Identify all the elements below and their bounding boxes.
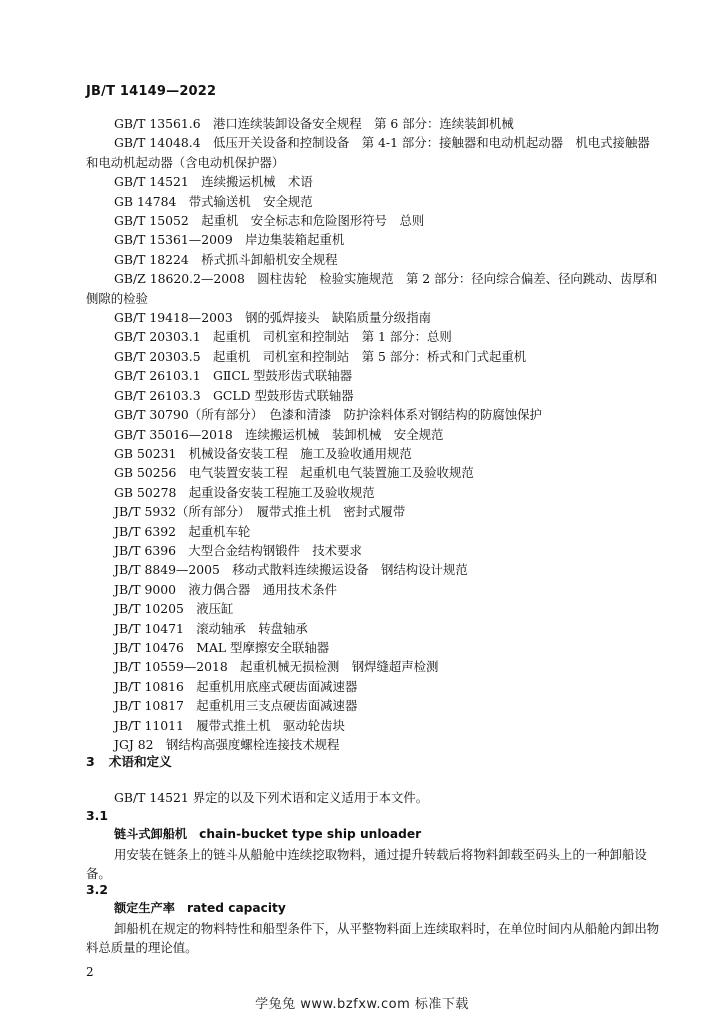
reference-item: GB/T 19418—2003 钢的弧焊接头 缺陷质量分级指南 bbox=[114, 310, 431, 326]
term-name-zh: 链斗式卸船机 bbox=[114, 827, 188, 842]
reference-item: JB/T 10816 起重机用底座式硬齿面减速器 bbox=[114, 678, 358, 694]
reference-item: GB/T 14048.4 低压开关设备和控制设备 第 4-1 部分：接触器和电动机起动器 机电式接触器和电动机起动器（含电动机保护器） bbox=[86, 135, 650, 170]
reference-item: JB/T 6392 起重机车轮 bbox=[114, 523, 251, 539]
reference-item: GB/T 15052 起重机 安全标志和危险图形符号 总则 bbox=[114, 213, 425, 229]
reference-item: JGJ 82 钢结构高强度螺栓连接技术规程 bbox=[114, 737, 340, 752]
reference-item: GB/T 30790（所有部分） 色漆和清漆 防护涂料体系对钢结构的防腐蚀保护 bbox=[114, 407, 542, 423]
reference-item: GB/Z 18620.2—2008 圆柱齿轮 检验实施规范 第 2 部分：径向综合偏差、径向跳动、齿厚和侧隙的检验 bbox=[86, 271, 658, 306]
term-number: 3.2 bbox=[86, 882, 108, 897]
document-code-header: JB/T 14149—2022 bbox=[86, 84, 217, 99]
reference-item: JB/T 6396 大型合金结构钢锻件 技术要求 bbox=[114, 542, 362, 558]
reference-item: JB/T 10476 MAL 型摩擦安全联轴器 bbox=[114, 639, 330, 655]
term-definition: 卸船机在规定的物料特性和船型条件下，从平整物料面上连续取料时，在单位时间内从船舱内卸出物料总质量的理论值。 bbox=[86, 920, 660, 956]
page-number: 2 bbox=[86, 965, 94, 979]
reference-item: GB/T 20303.1 起重机 司机室和控制站 第 1 部分：总则 bbox=[114, 329, 452, 345]
reference-item: GB/T 26103.1 GⅡCL 型鼓形齿式联轴器 bbox=[114, 368, 353, 384]
section-number: 3 bbox=[86, 754, 95, 769]
term-number: 3.1 bbox=[86, 808, 108, 823]
term-name bbox=[86, 899, 660, 918]
section-heading bbox=[86, 751, 172, 770]
reference-item: JB/T 10559—2018 起重机械无损检测 钢焊缝超声检测 bbox=[114, 659, 439, 675]
watermark-footer: 学兔兔 www.bzfxw.com 标准下载 bbox=[255, 997, 469, 1012]
term-name-en: rated capacity bbox=[186, 901, 286, 916]
reference-item: GB/T 20303.5 起重机 司机室和控制站 第 5 部分：桥式和门式起重机 bbox=[114, 348, 527, 364]
reference-item: JB/T 9000 液力偶合器 通用技术条件 bbox=[114, 581, 338, 597]
term-name-en: chain-bucket type ship unloader bbox=[199, 827, 422, 842]
reference-item: GB/T 18224 桥式抓斗卸船机安全规程 bbox=[114, 251, 338, 267]
term-definition: 用安装在链条上的链斗从船舱中连续挖取物料，通过提升转载后将物料卸载至码头上的一种卸船设备。 bbox=[86, 846, 647, 882]
reference-item: GB 14784 带式输送机 安全规范 bbox=[114, 193, 313, 209]
reference-item: GB/T 13561.6 港口连续装卸设备安全规程 第 6 部分：连续装卸机械 bbox=[114, 116, 514, 131]
term-name-zh: 额定生产率 bbox=[114, 901, 175, 916]
reference-item: GB/T 14521 连续搬运机械 术语 bbox=[114, 174, 313, 190]
reference-item: GB/T 26103.3 GCLD 型鼓形齿式联轴器 bbox=[114, 387, 354, 403]
reference-item: GB/T 35016—2018 连续搬运机械 装卸机械 安全规范 bbox=[114, 426, 444, 442]
section-intro: GB/T 14521 界定的以及下列术语和定义适用于本文件。 bbox=[114, 790, 429, 805]
term-name bbox=[86, 825, 660, 844]
normative-references-list bbox=[86, 114, 660, 754]
reference-item: GB 50256 电气装置安装工程 起重机电气装置施工及验收规范 bbox=[114, 465, 474, 481]
reference-item: JB/T 10817 起重机用三支点硬齿面减速器 bbox=[114, 698, 358, 714]
reference-item: GB 50278 起重设备安装工程施工及验收规范 bbox=[114, 484, 375, 500]
reference-item: JB/T 11011 履带式推土机 驱动轮齿块 bbox=[114, 717, 345, 733]
reference-item: GB/T 15361—2009 岸边集装箱起重机 bbox=[114, 232, 345, 248]
reference-item: JB/T 10471 滚动轴承 转盘轴承 bbox=[114, 620, 308, 636]
reference-item: JB/T 10205 液压缸 bbox=[114, 601, 234, 617]
term-entry bbox=[86, 806, 660, 884]
reference-item: GB 50231 机械设备安装工程 施工及验收通用规范 bbox=[114, 445, 412, 461]
section-title-text: 术语和定义 bbox=[108, 754, 172, 769]
reference-item: JB/T 5932（所有部分） 履带式推土机 密封式履带 bbox=[114, 504, 406, 520]
term-entry bbox=[86, 880, 660, 958]
reference-item: JB/T 8849—2005 移动式散料连续搬运设备 钢结构设计规范 bbox=[114, 562, 468, 578]
